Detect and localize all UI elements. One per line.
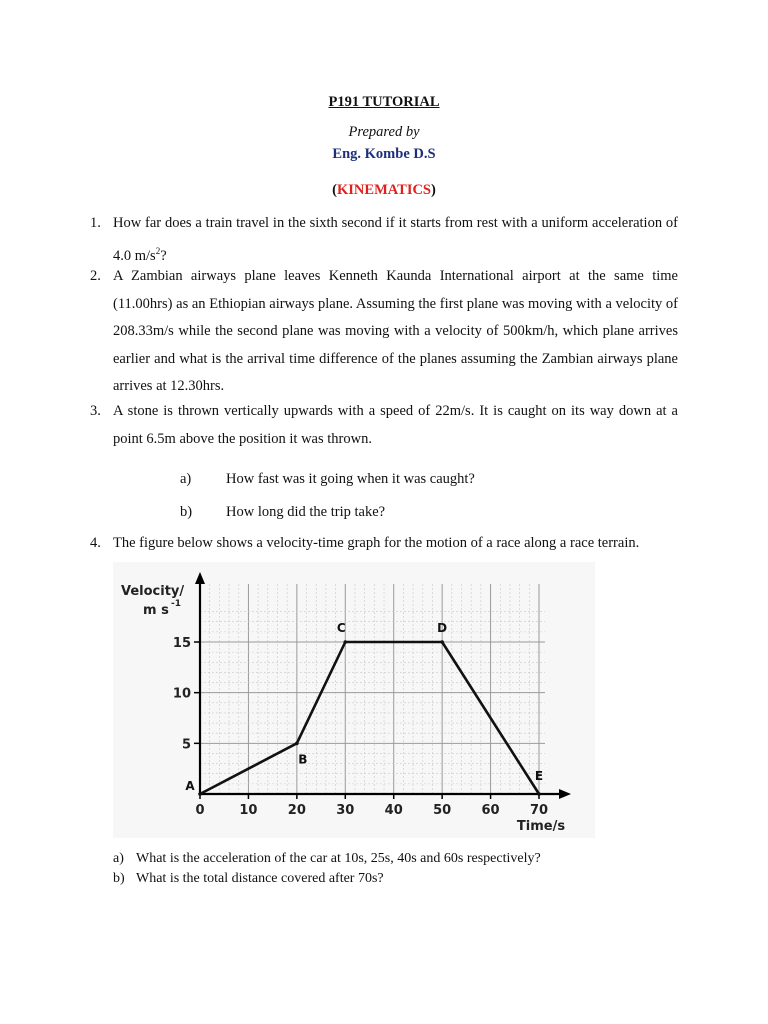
point-label-e: E [534, 769, 544, 783]
superscript: 2 [155, 245, 161, 256]
question-text-end: ? [160, 247, 167, 264]
topic-heading [0, 182, 768, 199]
y-axis-unit: m s [143, 603, 169, 618]
y-axis-title: Velocity/ [121, 584, 185, 599]
topic-close-paren: ) [431, 182, 436, 198]
y-axis-unit-exponent: -1 [171, 599, 181, 609]
q4-part-a-label: a) [113, 851, 124, 866]
document-title: P191 TUTORIAL [328, 94, 440, 110]
point-label-c: C [336, 621, 346, 635]
q4-part-a-text: What is the acceleration of the car at 10s, 25s, 40s and 60s respectively? [136, 851, 541, 866]
question-number: 4. [90, 535, 101, 551]
q4-part-b [113, 871, 384, 887]
question-1 [90, 210, 678, 270]
x-axis-title: Time/s [516, 819, 566, 834]
x-tick-label: 0 [195, 803, 205, 818]
y-tick-label: 5 [181, 737, 191, 753]
author-name: Eng. Kombe D.S [332, 146, 436, 162]
velocity-time-graph [113, 562, 595, 838]
question-number: 2. [90, 268, 101, 284]
q4-part-b-label: b) [113, 871, 125, 886]
point-label-d: D [437, 621, 448, 635]
data-point-c [343, 640, 347, 644]
topic-open-paren: ( [332, 182, 337, 198]
question-4 [90, 530, 693, 558]
x-tick-label: 70 [529, 803, 549, 818]
question-text: How far does a train travel in the sixth second if it starts from rest with a uniform acceleration of 4.0 m/s [113, 215, 678, 264]
q4-part-b-text: What is the total distance covered after 70s? [136, 871, 384, 886]
x-tick-label: 60 [481, 803, 500, 818]
prepared-by-label: Prepared by [348, 124, 420, 140]
data-point-a [198, 792, 202, 796]
point-label-b: B [298, 752, 308, 767]
topic-name: KINEMATICS [337, 182, 431, 198]
point-label-a: A [185, 779, 195, 793]
data-point-b [295, 742, 299, 746]
question-3 [90, 398, 678, 453]
question-text: The figure below shows a velocity-time graph for the motion of a race along a race terrain. [113, 535, 640, 551]
question-text: A stone is thrown vertically upwards with a speed of 22m/s. It is caught on its way down at a point 6.5m above the position it was thrown. [113, 403, 678, 447]
data-point-e [537, 792, 541, 796]
question-number: 1. [90, 215, 101, 231]
x-tick-label: 10 [239, 803, 258, 818]
q3-part-a-text: How fast was it going when it was caught? [226, 471, 475, 487]
question-2 [90, 263, 678, 401]
x-tick-label: 40 [384, 803, 403, 818]
x-tick-label: 30 [336, 803, 355, 818]
velocity-time-chart [113, 562, 595, 838]
x-tick-label: 20 [287, 803, 306, 818]
data-point-d [440, 640, 444, 644]
q3-part-a-label: a) [180, 471, 192, 487]
question-number: 3. [90, 403, 101, 419]
q3-part-b-label: b) [180, 504, 193, 520]
y-tick-label: 10 [172, 686, 191, 702]
question-text: A Zambian airways plane leaves Kenneth Kaunda International airport at the same time (11.00hrs) as an Ethiopian airways plane. Assuming the first plane was moving with a velocity of 208.33m/s while the second plane was moving with a velocity of 500km/h, which plane arrives earlier and what is the arrival time difference of the planes assuming the Zambian airways plane arrives at 12.30hrs. [113, 268, 678, 394]
q3-part-b-text: How long did the trip take? [226, 504, 386, 520]
y-tick-label: 15 [172, 636, 191, 651]
x-tick-label: 50 [433, 803, 452, 818]
q4-part-a [113, 851, 541, 867]
